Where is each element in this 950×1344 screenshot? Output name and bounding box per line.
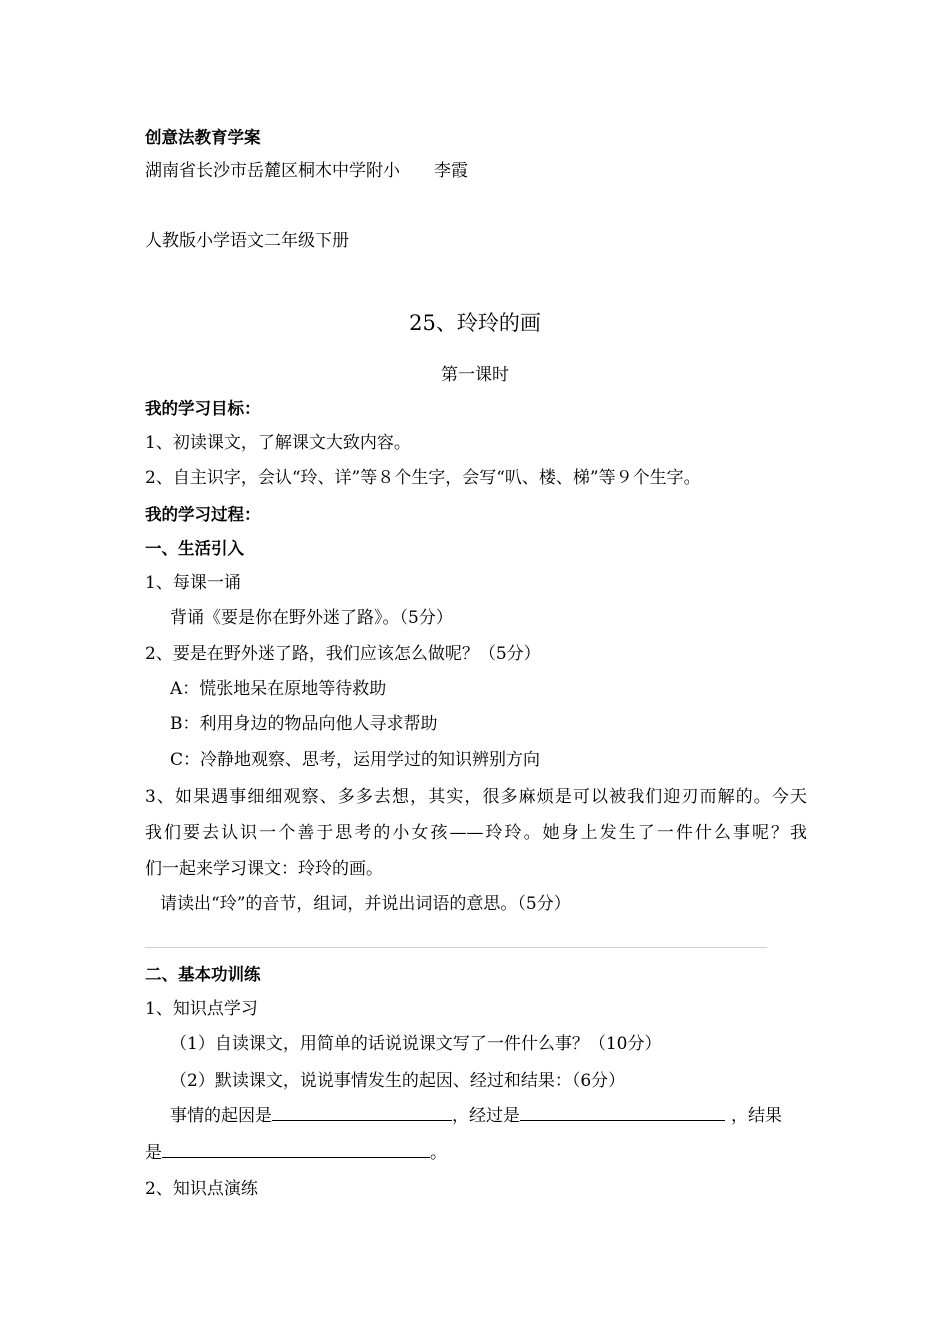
- blank-cause[interactable]: [272, 1105, 452, 1121]
- section1-item3-task: 请读出“玲”的音节，组词，并说出词语的意思。（5分）: [160, 894, 571, 914]
- fill-label: 。: [430, 1143, 447, 1163]
- section2-q2: （2）默读课文，说说事情发生的起因、经过和结果：（6分）: [170, 1071, 626, 1091]
- section2-heading: 二、基本功训练: [145, 965, 261, 984]
- goals-heading: 我的学习目标：: [145, 399, 261, 418]
- textbook: 人教版小学语文二年级下册: [145, 231, 349, 251]
- fill-label: ，结果: [731, 1106, 782, 1126]
- fill-line-1: [170, 1105, 782, 1127]
- lesson-period: 第一课时: [441, 365, 509, 385]
- option-b: B：利用身边的物品向他人寻求帮助: [170, 714, 438, 734]
- fill-label: 是: [145, 1143, 162, 1163]
- blank-result[interactable]: [162, 1142, 430, 1158]
- section1-heading: 一、生活引入: [145, 539, 244, 558]
- section2-q1: （1）自读课文，用简单的话说说课文写了一件什么事？（10分）: [170, 1034, 662, 1054]
- goal-item: 1、初读课文，了解课文大致内容。: [145, 433, 411, 453]
- fill-label: 事情的起因是: [170, 1106, 272, 1126]
- section1-item1: 1、每课一诵: [145, 573, 241, 593]
- author-line: 湖南省长沙市岳麓区桐木中学附小 李霞: [145, 161, 468, 181]
- section1-item3-line: 3、如果遇事细细观察、多多去想，其实，很多麻烦是可以被我们迎刃而解的。今天: [145, 787, 807, 807]
- doc-type: 创意法教育学案: [145, 128, 261, 147]
- section1-item1-detail: 背诵《要是你在野外迷了路》。（5分）: [170, 608, 453, 628]
- blank-process[interactable]: [520, 1105, 725, 1121]
- answer-line[interactable]: [145, 947, 767, 948]
- fill-label: ，经过是: [452, 1106, 520, 1126]
- section2-item2: 2、知识点演练: [145, 1179, 258, 1199]
- option-c: C：冷静地观察、思考，运用学过的知识辨别方向: [170, 750, 541, 770]
- goal-item: 2、自主识字，会认“玲、详”等８个生字，会写“叭、楼、梯”等９个生字。: [145, 468, 701, 488]
- lesson-title: 25、玲玲的画: [409, 311, 541, 335]
- section2-item1: 1、知识点学习: [145, 999, 258, 1019]
- process-heading: 我的学习过程：: [145, 505, 261, 524]
- section1-item2: 2、要是在野外迷了路，我们应该怎么做呢？（5分）: [145, 644, 541, 664]
- option-a: A：慌张地呆在原地等待救助: [170, 679, 387, 699]
- section1-item3-line: 们一起来学习课文：玲玲的画。: [145, 859, 383, 879]
- fill-line-2: [145, 1142, 447, 1164]
- section1-item3-line: 我们要去认识一个善于思考的小女孩——玲玲。她身上发生了一件什么事呢？我: [145, 823, 807, 843]
